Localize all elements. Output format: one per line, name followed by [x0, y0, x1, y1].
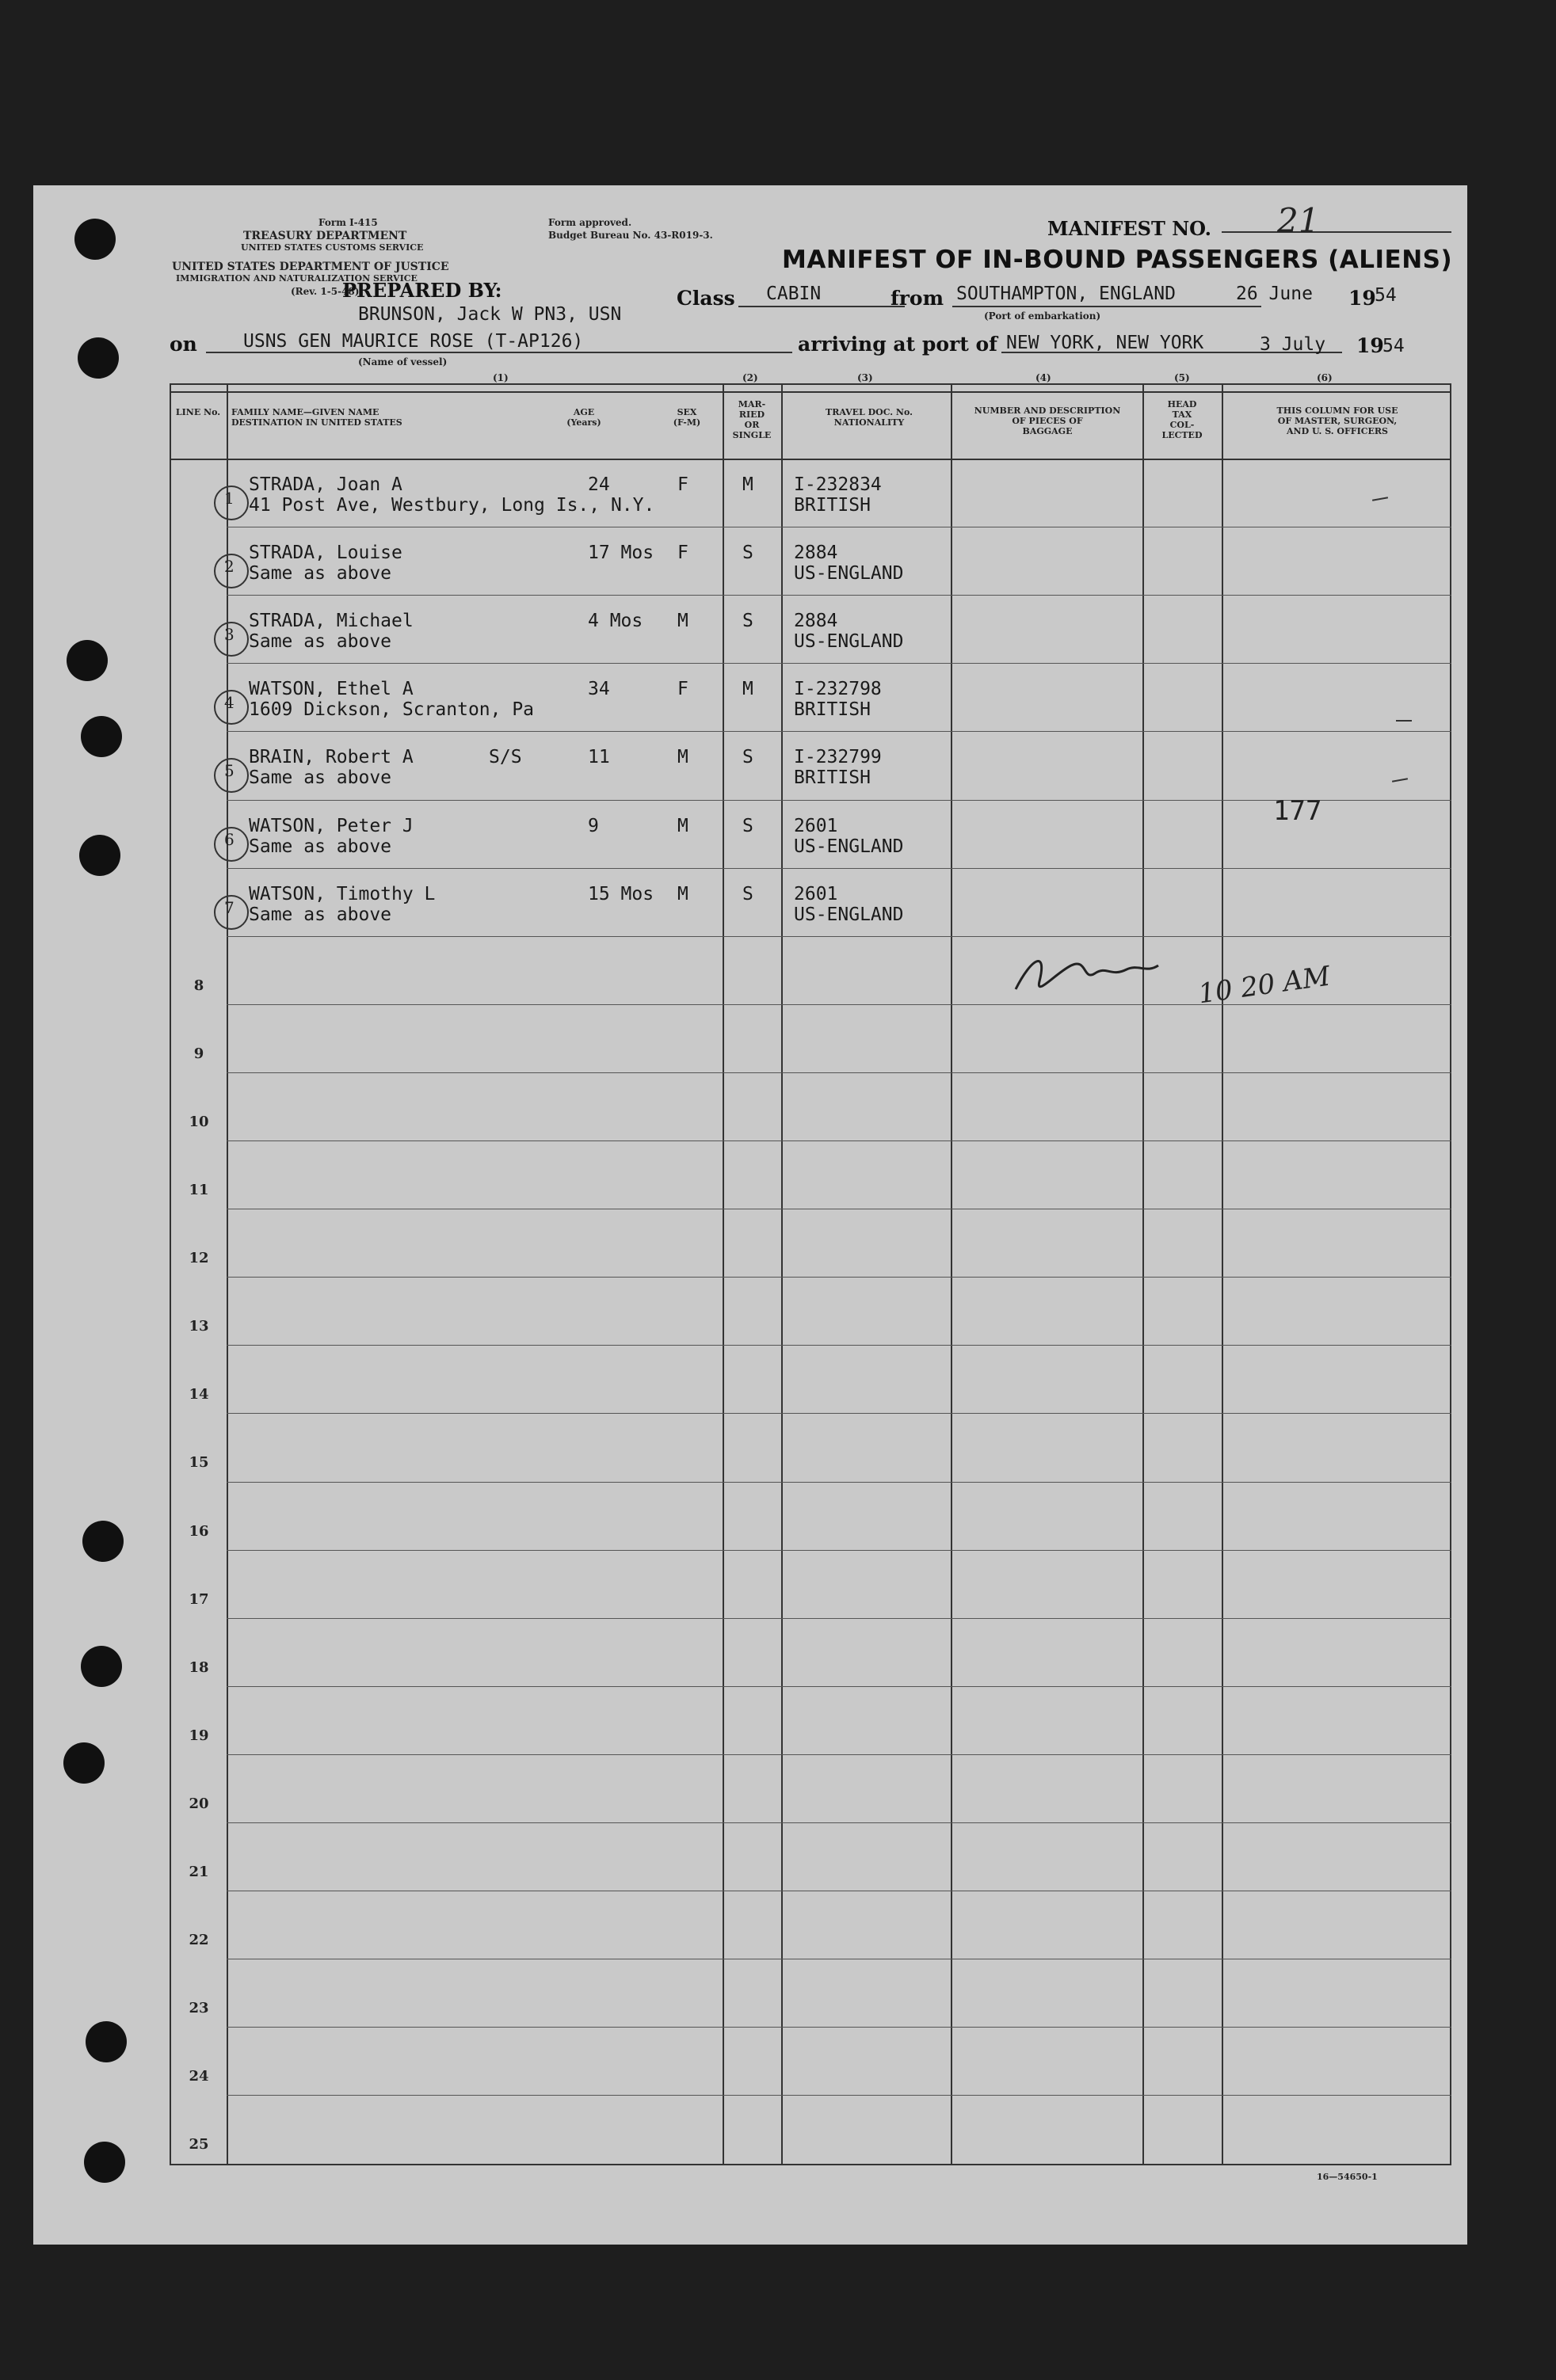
passenger-nationality: BRITISH: [794, 699, 871, 720]
passenger-age: 11: [588, 747, 610, 767]
passenger-name: BRAIN, Robert A: [249, 747, 414, 767]
arriving-label: arriving at port of: [798, 333, 997, 356]
year-2: 54: [1382, 336, 1405, 356]
passenger-age: 4 Mos: [588, 611, 643, 631]
port-of-embarkation-caption: (Port of embarkation): [984, 310, 1101, 322]
table-header-bottom: [170, 459, 1451, 460]
passenger-name: STRADA, Louise: [249, 543, 402, 563]
from-value: SOUTHAMPTON, ENGLAND: [956, 284, 1176, 304]
manifest-no-line: [1222, 231, 1451, 233]
passenger-destination: Same as above: [249, 767, 392, 788]
row-divider: [227, 1140, 1451, 1141]
year-prefix-1: 19: [1348, 287, 1376, 310]
footer-code: 16—54650-1: [1317, 2172, 1378, 2182]
passenger-travel-doc: 2601: [794, 816, 838, 836]
passenger-destination: Same as above: [249, 563, 392, 584]
passenger-destination: 1609 Dickson, Scranton, Pa: [249, 699, 535, 720]
passenger-destination: Same as above: [249, 904, 392, 925]
mark-dash-2: [1396, 720, 1412, 722]
row-number: 25: [189, 2136, 209, 2153]
annotation-177: 177: [1273, 795, 1322, 827]
passenger-nationality: BRITISH: [794, 767, 871, 788]
row-number: 21: [189, 1864, 209, 1880]
vline-baggage: [1142, 383, 1144, 2165]
line-number: 5: [224, 761, 235, 780]
passenger-nationality: BRITISH: [794, 495, 871, 516]
passenger-marital-status: S: [742, 611, 753, 631]
row-number: 23: [189, 2000, 209, 2016]
row-number: 10: [189, 1114, 209, 1130]
row-number: 12: [189, 1250, 209, 1266]
row-divider: [227, 1618, 1451, 1619]
passenger-destination: 41 Post Ave, Westbury, Long Is., N.Y.: [249, 495, 655, 516]
passenger-travel-doc: 2884: [794, 543, 838, 563]
manifest-title: MANIFEST OF IN-BOUND PASSENGERS (ALIENS): [782, 246, 1453, 274]
line-number: 3: [224, 625, 235, 644]
passenger-marital-status: M: [742, 474, 753, 495]
binder-hole: [81, 716, 122, 757]
row-divider: [227, 1277, 1451, 1278]
col-header-age: AGE (Years): [566, 407, 601, 428]
row-divider: [227, 1072, 1451, 1073]
row-divider: [227, 1686, 1451, 1687]
on-label: on: [170, 333, 197, 356]
officer-signature: [1008, 942, 1166, 1005]
passenger-sex: M: [677, 816, 688, 836]
manifest-no-label: MANIFEST NO.: [1047, 217, 1212, 240]
arriving-port: NEW YORK, NEW YORK: [1006, 333, 1204, 353]
col-header-married: MAR- RIED OR SINGLE: [732, 399, 772, 440]
col-header-name: FAMILY NAME—GIVEN NAME DESTINATION IN UNITED STATES: [231, 407, 402, 428]
table-top-double-line: [170, 391, 1451, 393]
vline-married: [781, 383, 783, 2165]
col-num-3: (3): [857, 372, 873, 383]
passenger-name: STRADA, Joan A: [249, 474, 402, 495]
binder-hole: [82, 1521, 124, 1562]
binder-hole: [79, 835, 120, 876]
line-number: 4: [224, 693, 235, 712]
passenger-destination: Same as above: [249, 631, 392, 652]
col-num-1: (1): [493, 372, 509, 383]
form-number: Form I-415: [318, 217, 378, 228]
col-header-tax: HEAD TAX COL- LECTED: [1161, 399, 1203, 440]
passenger-sex: F: [677, 474, 688, 495]
row-number: 13: [189, 1318, 209, 1335]
row-divider: [227, 2027, 1451, 2028]
row-divider: [227, 1004, 1451, 1005]
vline-name: [723, 383, 724, 2165]
manifest-page: [33, 185, 1467, 2245]
passenger-destination: Same as above: [249, 836, 392, 857]
passenger-sex: F: [677, 679, 688, 699]
approved-text: Form approved.: [548, 217, 632, 228]
binder-hole: [86, 2021, 127, 2062]
row-divider: [227, 1822, 1451, 1823]
passenger-age: 9: [588, 816, 599, 836]
passenger-nationality: US-ENGLAND: [794, 904, 904, 925]
col-num-5: (5): [1174, 372, 1190, 383]
passenger-note: S/S: [489, 747, 522, 767]
passenger-name: WATSON, Ethel A: [249, 679, 414, 699]
passenger-travel-doc: I-232799: [794, 747, 882, 767]
passenger-travel-doc: 2601: [794, 884, 838, 904]
prepared-by-label: PREPARED BY:: [342, 279, 502, 302]
vessel-caption: (Name of vessel): [358, 356, 448, 367]
passenger-sex: M: [677, 884, 688, 904]
time-annotation: 10 20 AM: [1196, 960, 1333, 1011]
passenger-age: 34: [588, 679, 610, 699]
passenger-travel-doc: I-232798: [794, 679, 882, 699]
col-header-sex: SEX (F-M): [673, 407, 701, 428]
passenger-travel-doc: I-232834: [794, 474, 882, 495]
row-number: 9: [193, 1045, 204, 1062]
passenger-name: WATSON, Timothy L: [249, 884, 436, 904]
row-divider: [227, 868, 1451, 869]
passenger-name: STRADA, Michael: [249, 611, 414, 631]
passenger-sex: M: [677, 611, 688, 631]
vessel-line: [206, 352, 792, 353]
row-number: 15: [189, 1454, 209, 1471]
passenger-age: 24: [588, 474, 610, 495]
class-value: CABIN: [766, 284, 822, 304]
row-divider: [227, 731, 1451, 732]
budget-bureau-text: Budget Bureau No. 43-R019-3.: [548, 230, 713, 241]
from-label: from: [891, 287, 944, 310]
passenger-name: WATSON, Peter J: [249, 816, 414, 836]
passenger-marital-status: S: [742, 884, 753, 904]
binder-hole: [78, 337, 119, 379]
row-number: 14: [189, 1386, 209, 1403]
class-line: [738, 306, 905, 307]
col-header-line: LINE No.: [175, 407, 221, 417]
line-number: 7: [224, 898, 235, 917]
line-number: 6: [224, 830, 235, 849]
row-number: 8: [193, 977, 204, 994]
col-header-travel: TRAVEL DOC. No. NATIONALITY: [826, 407, 913, 428]
row-divider: [227, 1482, 1451, 1483]
row-divider: [227, 1345, 1451, 1346]
row-divider: [227, 1413, 1451, 1414]
col-num-6: (6): [1317, 372, 1333, 383]
row-divider: [227, 1550, 1451, 1551]
vline-tax: [1222, 383, 1223, 2165]
line-number: 2: [224, 557, 235, 576]
passenger-age: 15 Mos: [588, 884, 654, 904]
passenger-marital-status: S: [742, 543, 753, 563]
binder-hole: [63, 1742, 105, 1784]
row-number: 20: [189, 1795, 209, 1812]
row-number: 11: [189, 1182, 209, 1198]
row-divider: [227, 1754, 1451, 1755]
year-prefix-2: 19: [1356, 334, 1384, 357]
binder-hole: [81, 1646, 122, 1687]
passenger-marital-status: S: [742, 816, 753, 836]
manifest-no-value: 21: [1277, 201, 1320, 240]
row-number: 17: [189, 1591, 209, 1608]
row-number: 24: [189, 2068, 209, 2085]
form-revision: (Rev. 1-5-48): [291, 286, 360, 297]
row-divider: [227, 800, 1451, 801]
passenger-marital-status: M: [742, 679, 753, 699]
passenger-nationality: US-ENGLAND: [794, 836, 904, 857]
row-divider: [227, 595, 1451, 596]
line-number: 1: [224, 489, 235, 508]
row-divider: [227, 2095, 1451, 2096]
row-divider: [227, 663, 1451, 664]
passenger-travel-doc: 2884: [794, 611, 838, 631]
prepared-by-value: BRUNSON, Jack W PN3, USN: [358, 304, 622, 325]
from-line: [952, 306, 1261, 307]
dept-immigration: IMMIGRATION AND NATURALIZATION SERVICE: [176, 273, 418, 284]
col-num-2: (2): [742, 372, 758, 383]
passenger-sex: M: [677, 747, 688, 767]
vline-travel: [951, 383, 952, 2165]
passenger-marital-status: S: [742, 747, 753, 767]
row-number: 19: [189, 1727, 209, 1744]
passenger-age: 17 Mos: [588, 543, 654, 563]
row-number: 18: [189, 1659, 209, 1676]
row-number: 16: [189, 1523, 209, 1540]
row-divider: [227, 936, 1451, 937]
binder-hole: [84, 2142, 125, 2183]
passenger-nationality: US-ENGLAND: [794, 563, 904, 584]
binder-hole: [67, 640, 108, 681]
col-header-baggage: NUMBER AND DESCRIPTION OF PIECES OF BAGGAGE: [974, 406, 1121, 436]
binder-hole: [74, 219, 116, 260]
col-num-4: (4): [1035, 372, 1051, 383]
from-date: 26 June: [1236, 284, 1313, 304]
dept-justice: UNITED STATES DEPARTMENT OF JUSTICE: [172, 261, 449, 273]
vessel-name: USNS GEN MAURICE ROSE (T-AP126): [243, 331, 584, 352]
dept-treasury: TREASURY DEPARTMENT: [243, 230, 407, 242]
col-header-officers: THIS COLUMN FOR USE OF MASTER, SURGEON, AND U. S. OFFICERS: [1276, 406, 1398, 436]
dept-customs: UNITED STATES CUSTOMS SERVICE: [241, 242, 424, 253]
passenger-sex: F: [677, 543, 688, 563]
year-1: 54: [1375, 285, 1397, 306]
passenger-nationality: US-ENGLAND: [794, 631, 904, 652]
row-number: 22: [189, 1932, 209, 1948]
class-label: Class: [677, 287, 735, 310]
arriving-date: 3 July: [1260, 334, 1326, 355]
